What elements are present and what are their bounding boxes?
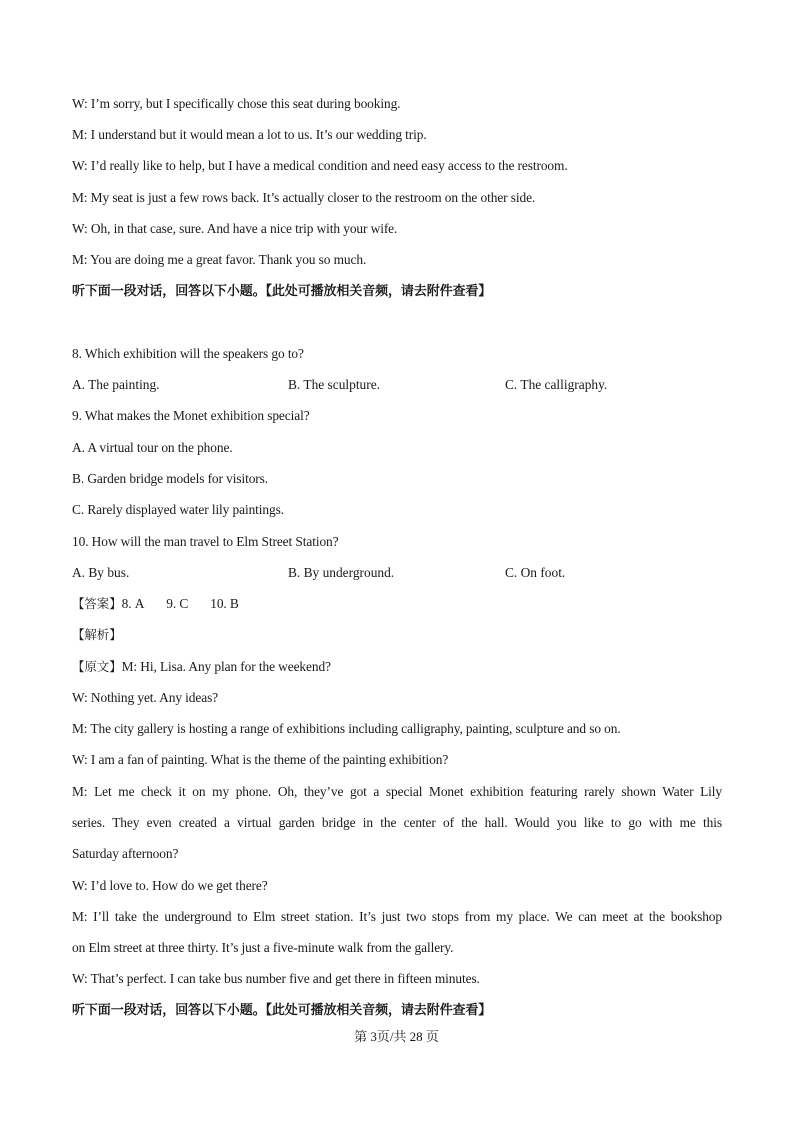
transcript-line: M: Hi, Lisa. Any plan for the weekend? <box>121 659 331 674</box>
dialog1-line: W: Oh, in that case, sure. And have a nice trip with your wife. <box>72 221 398 236</box>
question-9-option-c: C. Rarely displayed water lily paintings. <box>72 502 284 517</box>
question-10-option-c: C. On foot. <box>505 565 566 580</box>
transcript-line: M: I’ll take the underground to Elm street station. It’s just two stops from my place. We can meet at the bookshop <box>72 909 722 924</box>
transcript-line: W: Nothing yet. Any ideas? <box>72 690 219 705</box>
transcript-line: on Elm street at three thirty. It’s just a five-minute walk from the gallery. <box>72 940 454 955</box>
question-10-stem: 10. How will the man travel to Elm Street Station? <box>72 534 339 549</box>
answer-row <box>72 596 239 612</box>
analysis-label: 【解析】 <box>72 627 122 642</box>
transcript-line: W: I am a fan of painting. What is the theme of the painting exhibition? <box>72 752 449 767</box>
question-8-option-c: C. The calligraphy. <box>505 377 608 392</box>
dialog1-line: W: I’d really like to help, but I have a medical condition and need easy access to the restroom. <box>72 158 568 173</box>
question-10-option-a: A. By bus. <box>72 565 130 580</box>
transcript-line: W: I’d love to. How do we get there? <box>72 878 268 893</box>
transcript-line: series. They even created a virtual garden bridge in the center of the hall. Would you like to go with me this <box>72 815 722 830</box>
listening-instruction: 听下面一段对话，回答以下小题。【此处可播放相关音频，请去附件查看】 <box>72 284 492 299</box>
transcript-line: M: Let me check it on my phone. Oh, they’ve got a special Monet exhibition featuring rarely shown Water Lily <box>72 784 722 799</box>
transcript-line: M: The city gallery is hosting a range of exhibitions including calligraphy, painting, sculpture and so on. <box>72 721 621 736</box>
transcript-line: Saturday afternoon? <box>72 846 179 861</box>
question-9-option-a: A. A virtual tour on the phone. <box>72 440 233 455</box>
dialog1-line: M: My seat is just a few rows back. It’s actually closer to the restroom on the other side. <box>72 190 536 205</box>
question-10-option-b: B. By underground. <box>288 565 395 580</box>
question-9-stem: 9. What makes the Monet exhibition special? <box>72 408 310 423</box>
dialog1-line: W: I’m sorry, but I specifically chose this seat during booking. <box>72 96 401 111</box>
answer-label: 【答案】 <box>72 596 122 611</box>
dialog1-line: M: You are doing me a great favor. Thank you so much. <box>72 252 367 267</box>
question-8-option-a: A. The painting. <box>72 377 160 392</box>
transcript-line: W: That’s perfect. I can take bus number five and get there in fifteen minutes. <box>72 971 480 986</box>
answer-item: 8. A <box>121 596 145 611</box>
question-8-option-b: B. The sculpture. <box>288 377 380 392</box>
answer-item: 10. B <box>210 596 239 611</box>
dialog1-line: M: I understand but it would mean a lot to us. It’s our wedding trip. <box>72 127 427 142</box>
transcript-first-line <box>72 659 331 675</box>
question-9-option-b: B. Garden bridge models for visitors. <box>72 471 269 486</box>
answer-item: 9. C <box>166 596 189 611</box>
listening-instruction: 听下面一段对话，回答以下小题。【此处可播放相关音频，请去附件查看】 <box>72 1003 492 1018</box>
question-8-stem: 8. Which exhibition will the speakers go to? <box>72 346 304 361</box>
transcript-label: 【原文】 <box>72 659 122 674</box>
page-number-footer: 第 3页/共 28 页 <box>354 1029 439 1044</box>
